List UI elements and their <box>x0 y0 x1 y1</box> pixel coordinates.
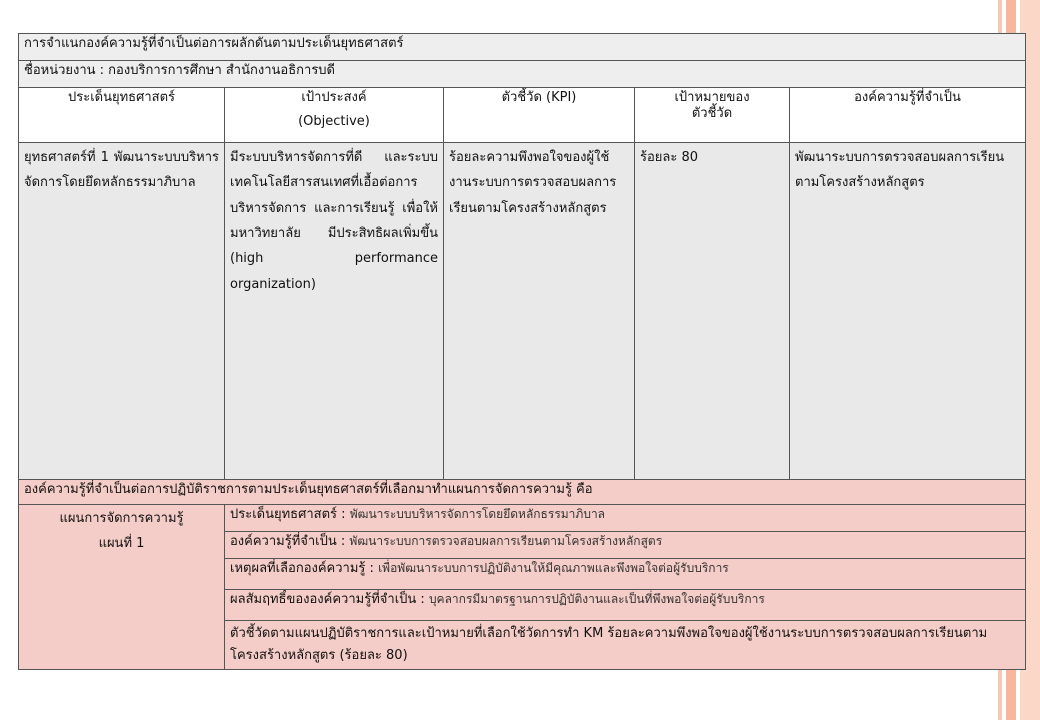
content-kpi: ร้อยละความพึงพอใจของผู้ใช้งานระบบการตรวจสอบผลการเรียนตามโครงสร้างหลักสูตร <box>444 143 635 480</box>
content-strategy: ยุทธศาสตร์ที่ 1 พัฒนาระบบบริหารจัดการโดยยึดหลักธรรมาภิบาล <box>19 143 225 480</box>
unit-row <box>19 61 1026 88</box>
header-knowledge: องค์ความรู้ที่จำเป็น <box>790 88 1026 143</box>
km-table <box>18 33 1026 670</box>
plan-item-value: บุคลากรมีมาตรฐานการปฏิบัติงานและเป็นที่พึงพอใจต่อผู้รับบริการ <box>428 592 765 606</box>
plan-item <box>225 590 1026 621</box>
plan-item-label: เหตุผลที่เลือกองค์ความรู้ : <box>230 561 374 576</box>
header-objective-line1: เป้าประสงค์ <box>301 90 367 105</box>
header-objective-line2: (Objective) <box>298 114 370 130</box>
plan-kpi-text: ตัวชี้วัดตามแผนปฏิบัติราชการและเป้าหมายที่เลือกใช้วัดการทำ KM ร้อยละความพึงพอใจของผู้ใช้งานระบบการตรวจสอบผลการเรียนตามโครงสร้างหลักสูตร (ร้อยละ 80) <box>225 621 1026 670</box>
header-target-line1: เป้าหมายของ <box>674 90 750 105</box>
plan-item-label: องค์ความรู้ที่จำเป็น : <box>230 534 346 549</box>
unit-name: ชื่อหน่วยงาน : กองบริการการศึกษา สำนักงานอธิการบดี <box>19 61 1026 88</box>
plan-label-line1: แผนการจัดการความรู้ <box>59 511 184 526</box>
plan-item <box>225 505 1026 532</box>
plan-item-label: ประเด็นยุทธศาสตร์ : <box>230 507 346 522</box>
title-row <box>19 34 1026 61</box>
content-target: ร้อยละ 80 <box>635 143 790 480</box>
header-strategy: ประเด็นยุทธศาสตร์ <box>19 88 225 143</box>
content-knowledge: พัฒนาระบบการตรวจสอบผลการเรียนตามโครงสร้างหลักสูตร <box>790 143 1026 480</box>
plan-item-value: พัฒนาระบบบริหารจัดการโดยยึดหลักธรรมาภิบาล <box>349 507 606 521</box>
header-target-line2: ตัวชี้วัด <box>691 106 733 122</box>
header-row <box>19 88 1026 143</box>
content-row <box>19 143 1026 480</box>
selected-row <box>19 480 1026 505</box>
header-kpi: ตัวชี้วัด (KPI) <box>444 88 635 143</box>
selected-knowledge-text: องค์ความรู้ที่จำเป็นต่อการปฏิบัติราชการตามประเด็นยุทธศาสตร์ที่เลือกมาทำแผนการจัดการความรู้ คือ <box>19 480 1026 505</box>
content-objective: มีระบบบริหารจัดการที่ดี และระบบเทคโนโลยีสารสนเทศที่เอื้อต่อการบริหารจัดการ และการเรียนรู้ เพื่อให้มหาวิทยาลัย มีประสิทธิผลเพิ่มขึ้น (high performance organization) <box>225 143 444 480</box>
plan-item <box>225 559 1026 590</box>
header-target <box>635 88 790 143</box>
plan-item-value: เพื่อพัฒนาระบบการปฏิบัติงานให้มีคุณภาพและพึงพอใจต่อผู้รับบริการ <box>378 561 729 575</box>
plan-item-value: พัฒนาระบบการตรวจสอบผลการเรียนตามโครงสร้างหลักสูตร <box>349 534 663 548</box>
header-objective <box>225 88 444 143</box>
plan-row-1 <box>19 505 1026 532</box>
table-title: การจำแนกองค์ความรู้ที่จำเป็นต่อการผลักดันตามประเด็นยุทธศาสตร์ <box>19 34 1026 61</box>
plan-label <box>19 505 225 670</box>
plan-label-line2: แผนที่ 1 <box>98 535 145 551</box>
plan-item-label: ผลสัมฤทธิ์ขององค์ความรู้ที่จำเป็น : <box>230 592 425 607</box>
plan-item <box>225 532 1026 559</box>
